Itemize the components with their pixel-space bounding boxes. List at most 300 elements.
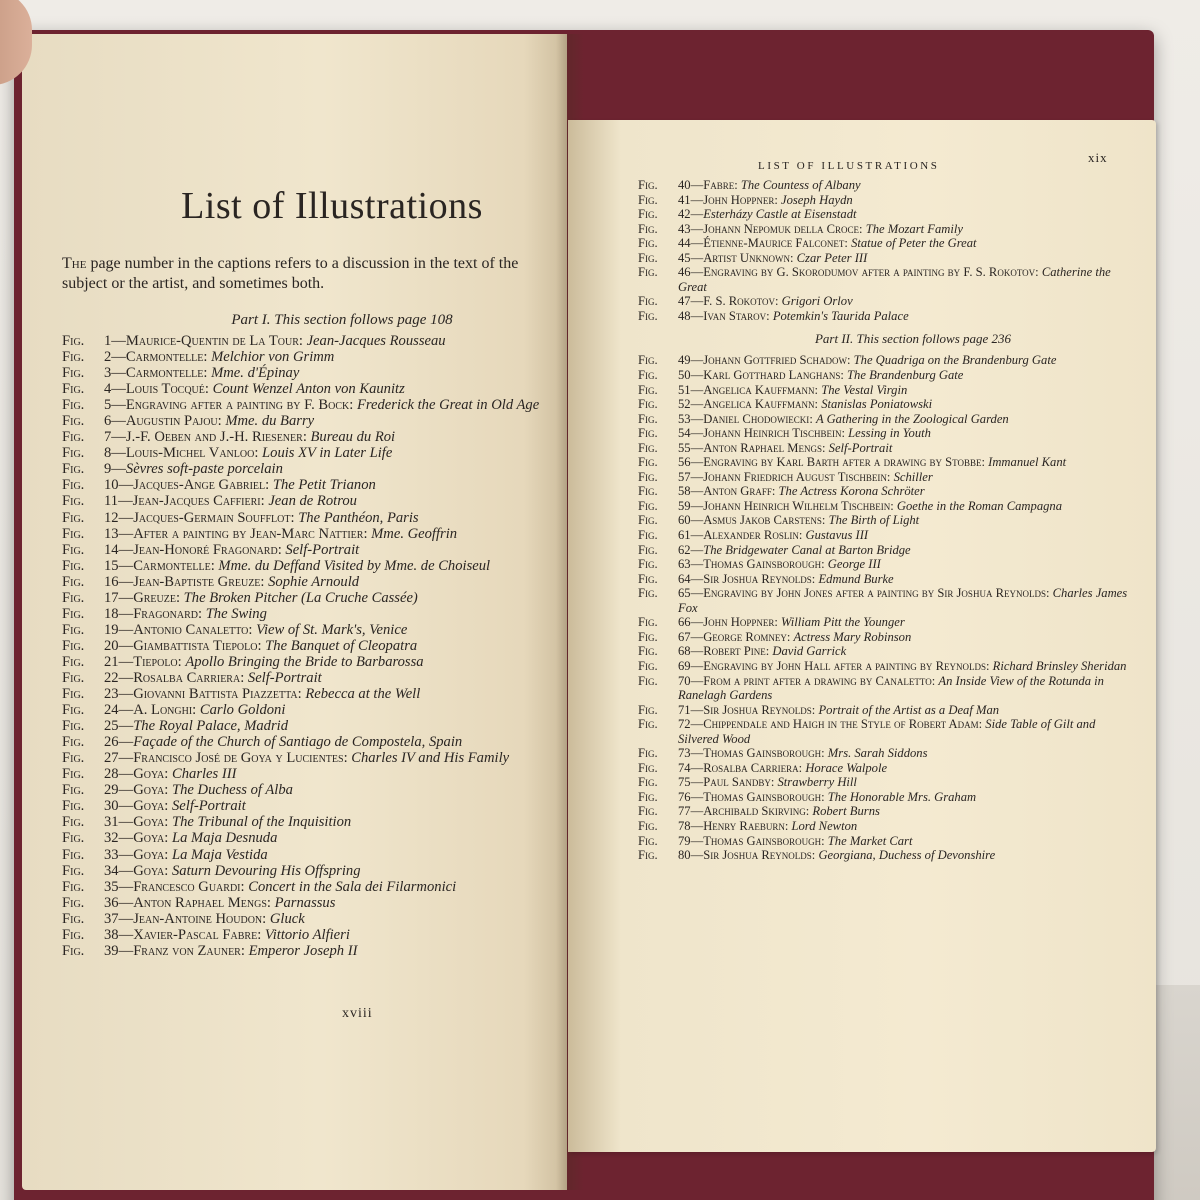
figure-artist: Johann Heinrich Wilhelm Tischbein — [703, 498, 891, 513]
figure-entry — [638, 528, 1128, 543]
figure-entry — [62, 413, 562, 429]
figure-caption: 20—Giambattista Tiepolo: The Banquet of Cleopatra — [104, 637, 418, 654]
figure-work-title: The Actress Korona Schröter — [778, 484, 925, 499]
figure-number: 28 — [104, 766, 119, 783]
figure-label: Fig. — [62, 461, 85, 478]
figure-work-title: Robert Burns — [812, 804, 880, 819]
figure-caption: 40—Fabre: The Countess of Albany — [678, 178, 861, 192]
figure-label: Fig. — [638, 746, 658, 761]
figure-caption: 71—Sir Joshua Reynolds: Portrait of the Artist as a Deaf Man — [678, 702, 1000, 717]
figure-artist: Goya — [133, 846, 165, 863]
figure-number: 66 — [678, 615, 691, 630]
figure-entry — [62, 558, 562, 574]
figure-label: Fig. — [638, 833, 658, 848]
figure-entry — [638, 543, 1128, 558]
figure-entry — [62, 702, 562, 718]
figure-label: Fig. — [638, 615, 658, 630]
figure-label: Fig. — [62, 702, 85, 719]
figure-work-title: Saturn Devouring His Offspring — [172, 862, 361, 879]
figure-work-title: Mme. Geoffrin — [371, 525, 458, 542]
figure-label: Fig. — [62, 557, 85, 574]
figure-entry — [62, 830, 562, 846]
figure-artist: Sir Joshua Reynolds — [703, 571, 812, 586]
figure-label: Fig. — [638, 207, 658, 222]
figure-artist: Jean-Baptiste Greuze — [133, 573, 261, 590]
figure-caption: 17—Greuze: The Broken Pitcher (La Cruche Cassée) — [104, 589, 418, 606]
figure-label: Fig. — [62, 782, 85, 799]
figure-number: 54 — [678, 426, 691, 441]
figure-entry — [62, 493, 562, 509]
running-head: LIST OF ILLUSTRATIONS — [758, 160, 940, 172]
figure-work-title: The Panthéon, Paris — [298, 509, 419, 526]
page-number-left: xviii — [342, 1006, 373, 1021]
figure-entry — [62, 782, 562, 798]
figure-caption: 60—Asmus Jakob Carstens: The Birth of Light — [678, 513, 920, 528]
figure-artist: Anton Graff — [703, 484, 772, 499]
figure-caption: 23—Giovanni Battista Piazzetta: Rebecca at the Well — [104, 686, 421, 703]
figure-label: Fig. — [638, 308, 658, 323]
figure-number: 13 — [104, 525, 119, 542]
intro-lead: The — [62, 255, 87, 272]
figure-artist: Jacques-Ange Gabriel — [133, 477, 266, 494]
figure-work-title: The Royal Palace, Madrid — [133, 718, 289, 735]
figure-entry — [638, 674, 1128, 703]
figure-entry — [62, 349, 562, 365]
figure-artist: Anton Raphael Mengs — [703, 440, 823, 455]
figure-label: Fig. — [62, 830, 85, 847]
figure-number: 45 — [678, 250, 691, 265]
figure-caption: 66—John Hoppner: William Pitt the Younger — [678, 615, 905, 630]
figure-label: Fig. — [62, 333, 85, 349]
figure-entry — [638, 470, 1128, 485]
figure-number: 33 — [104, 846, 119, 863]
figure-entry — [638, 207, 1128, 222]
figure-work-title: Sophie Arnould — [268, 573, 360, 590]
figure-work-title: Self-Portrait — [285, 541, 360, 558]
figure-number: 19 — [104, 621, 119, 638]
figure-label: Fig. — [638, 542, 658, 557]
figure-entry — [62, 445, 562, 461]
figure-number: 43 — [678, 221, 691, 236]
figure-entry — [62, 606, 562, 622]
figure-label: Fig. — [638, 557, 658, 572]
figure-entry — [62, 670, 562, 686]
left-page-content — [62, 144, 562, 959]
figure-label: Fig. — [62, 445, 85, 462]
figure-label: Fig. — [62, 381, 85, 398]
figure-label: Fig. — [638, 411, 658, 426]
figure-label: Fig. — [62, 477, 85, 494]
figure-artist: Louis-Michel Vanloo — [125, 445, 255, 462]
figure-artist: Jacques-Germain Soufflot — [133, 509, 291, 526]
figure-artist: Goya — [133, 782, 165, 799]
figure-number: 58 — [678, 484, 691, 499]
figure-artist: Thomas Gainsborough — [703, 557, 822, 572]
figure-label: Fig. — [638, 702, 658, 717]
figure-work-title: The Mozart Family — [865, 221, 963, 236]
figure-entry — [638, 848, 1128, 863]
figure-work-title: Czar Peter III — [796, 250, 868, 265]
figure-label: Fig. — [62, 686, 85, 703]
figure-entry — [638, 644, 1128, 659]
figure-label: Fig. — [638, 717, 658, 732]
figure-work-title: Lord Newton — [791, 818, 858, 833]
figure-work-title: Mme. du Deffand Visited by Mme. de Choiseul — [218, 557, 491, 574]
figure-artist: Rosalba Carriera — [703, 760, 799, 775]
figure-number: 41 — [678, 192, 691, 207]
figure-caption: 31—Goya: The Tribunal of the Inquisition — [104, 814, 352, 831]
figure-number: 1 — [104, 333, 112, 349]
figure-artist: Engraving by G. Skorodumov after a painting by F. S. Rokotov — [703, 265, 1036, 280]
figure-work-title: Strawberry Hill — [777, 775, 857, 790]
figure-number: 78 — [678, 818, 691, 833]
figure-artist: A. Longhi — [133, 702, 193, 719]
figure-work-title: Apollo Bringing the Bride to Barbarossa — [185, 653, 424, 670]
part-two-heading: Part II. This section follows page 236 — [814, 331, 1012, 347]
figure-caption: 50—Karl Gotthard Langhans: The Brandenburg Gate — [678, 368, 964, 383]
figure-artist: Daniel Chodowiecki — [703, 411, 810, 426]
figure-work-title: Gluck — [269, 910, 305, 927]
figure-work-title: Jean-Jacques Rousseau — [306, 333, 446, 349]
figure-artist: From a print after a drawing by Canaletto — [703, 673, 932, 688]
figure-label: Fig. — [638, 571, 658, 586]
figure-artist: Antonio Canaletto — [133, 621, 249, 638]
figure-number: 22 — [104, 669, 119, 686]
figure-work-title: William Pitt the Younger — [781, 615, 905, 630]
figure-entry — [62, 542, 562, 558]
figure-number: 62 — [678, 542, 691, 557]
figure-number: 49 — [678, 353, 691, 368]
figure-entry — [638, 441, 1128, 456]
figure-work-title: The Tribunal of the Inquisition — [172, 814, 352, 831]
figure-work-title: Immanuel Kant — [988, 455, 1067, 470]
figure-work-title: Jean de Rotrou — [268, 493, 357, 510]
figure-artist: Engraving after a painting by F. Bock — [125, 397, 350, 414]
figure-work-title: The Quadriga on the Brandenburg Gate — [853, 353, 1057, 368]
figure-number: 18 — [104, 605, 119, 622]
figure-label: Fig. — [62, 525, 85, 542]
figure-caption: 36—Anton Raphael Mengs: Parnassus — [104, 894, 336, 911]
figure-label: Fig. — [62, 798, 85, 815]
figure-entry — [62, 638, 562, 654]
figure-artist: Angelica Kauffmann — [703, 382, 815, 397]
figure-number: 76 — [678, 789, 691, 804]
figure-work-title: Side Table of Gilt and Silvered Wood — [678, 717, 1096, 746]
figure-caption: 49—Johann Gottfried Schadow: The Quadriga on the Brandenburg Gate — [678, 353, 1057, 368]
figure-caption: 28—Goya: Charles III — [104, 766, 237, 783]
figure-artist: Thomas Gainsborough — [703, 833, 822, 848]
intro-paragraph — [62, 254, 562, 294]
figure-caption: 25—The Royal Palace, Madrid — [104, 718, 289, 735]
figure-caption: 52—Angelica Kauffmann: Stanislas Poniatowski — [678, 397, 933, 412]
figure-work-title: Portrait of the Artist as a Deaf Man — [818, 702, 1000, 717]
figure-list-part-one — [62, 333, 562, 959]
figure-label: Fig. — [638, 644, 658, 659]
figure-artist: Augustin Pajou — [125, 413, 218, 430]
figure-label: Fig. — [62, 814, 85, 831]
figure-caption: 77—Archibald Skirving: Robert Burns — [678, 804, 880, 819]
left-page — [22, 34, 567, 1190]
figure-entry — [638, 834, 1128, 849]
figure-caption: 2—Carmontelle: Melchior von Grimm — [104, 349, 335, 366]
figure-number: 30 — [104, 798, 119, 815]
figure-caption: 21—Tiepolo: Apollo Bringing the Bride to Barbarossa — [104, 653, 424, 670]
figure-entry — [638, 819, 1128, 834]
figure-entry — [638, 703, 1128, 718]
figure-artist: J.-F. Oeben and J.-H. Riesener — [125, 429, 303, 446]
figure-entry — [638, 309, 1128, 324]
figure-caption: 8—Louis-Michel Vanloo: Louis XV in Later Life — [104, 445, 393, 462]
figure-work-title: Frederick the Great in Old Age — [356, 397, 540, 414]
figure-caption: 53—Daniel Chodowiecki: A Gathering in the Zoological Garden — [678, 411, 1009, 426]
figure-artist: Asmus Jakob Carstens — [703, 513, 822, 528]
figure-caption: 69—Engraving by John Hall after a painting by Reynolds: Richard Brinsley Sheridan — [678, 658, 1127, 673]
figure-label: Fig. — [62, 349, 85, 366]
figure-entry — [638, 572, 1128, 587]
figure-label: Fig. — [62, 429, 85, 446]
figure-caption: 62—The Bridgewater Canal at Barton Bridge — [678, 542, 911, 557]
figure-entry — [638, 775, 1128, 790]
figure-work-title: The Bridgewater Canal at Barton Bridge — [703, 542, 911, 557]
figure-caption: 24—A. Longhi: Carlo Goldoni — [104, 702, 286, 719]
figure-label: Fig. — [638, 673, 658, 688]
figure-entry — [638, 193, 1128, 208]
figure-artist: Paul Sandby — [703, 775, 771, 790]
figure-artist: Francisco José de Goya y Lucientes — [133, 750, 344, 767]
figure-artist: Engraving by Karl Barth after a drawing by Stobbe — [703, 455, 982, 470]
figure-label: Fig. — [62, 493, 85, 510]
figure-artist: Chippendale and Haigh in the Style of Robert Adam — [703, 717, 979, 732]
figure-entry — [62, 943, 562, 959]
figure-caption: 38—Xavier-Pascal Fabre: Vittorio Alfieri — [104, 926, 350, 943]
figure-artist: George Romney — [703, 629, 787, 644]
figure-caption: 35—Francesco Guardi: Concert in the Sala dei Filarmonici — [104, 878, 457, 895]
figure-artist: Tiepolo — [133, 653, 178, 670]
figure-entry — [638, 790, 1128, 805]
figure-entry — [62, 895, 562, 911]
figure-caption: 64—Sir Joshua Reynolds: Edmund Burke — [678, 571, 894, 586]
figure-work-title: La Maja Desnuda — [172, 830, 278, 847]
figure-entry — [62, 526, 562, 542]
figure-work-title: Actress Mary Robinson — [793, 629, 912, 644]
figure-number: 71 — [678, 702, 691, 717]
figure-work-title: Charles James Fox — [678, 586, 1128, 615]
figure-label: Fig. — [638, 804, 658, 819]
figure-artist: Goya — [133, 766, 165, 783]
figure-number: 44 — [678, 236, 691, 251]
figure-entry — [638, 178, 1128, 193]
figure-number: 56 — [678, 455, 691, 470]
figure-number: 20 — [104, 637, 119, 654]
figure-work-title: Rebecca at the Well — [305, 686, 421, 703]
figure-number: 72 — [678, 717, 691, 732]
figure-caption: 30—Goya: Self-Portrait — [104, 798, 246, 815]
figure-label: Fig. — [638, 775, 658, 790]
figure-number: 46 — [678, 265, 691, 280]
figure-label: Fig. — [62, 750, 85, 767]
figure-entry — [638, 368, 1128, 383]
figure-number: 21 — [104, 653, 119, 670]
figure-entry — [638, 804, 1128, 819]
figure-label: Fig. — [638, 440, 658, 455]
figure-work-title: Carlo Goldoni — [199, 702, 286, 719]
figure-artist: Thomas Gainsborough — [703, 789, 822, 804]
figure-work-title: Parnassus — [274, 894, 336, 911]
figure-caption: 15—Carmontelle: Mme. du Deffand Visited by Mme. de Choiseul — [104, 557, 491, 574]
figure-number: 36 — [104, 894, 119, 911]
figure-label: Fig. — [638, 498, 658, 513]
figure-caption: 55—Anton Raphael Mengs: Self-Portrait — [678, 440, 893, 455]
figure-work-title: Edmund Burke — [818, 571, 894, 586]
figure-label: Fig. — [638, 789, 658, 804]
figure-label: Fig. — [638, 586, 658, 601]
figure-label: Fig. — [62, 910, 85, 927]
figure-label: Fig. — [638, 760, 658, 775]
figure-number: 48 — [678, 308, 691, 323]
figure-caption: 12—Jacques-Germain Soufflot: The Panthéon, Paris — [104, 509, 419, 526]
figure-caption: 18—Fragonard: The Swing — [104, 605, 267, 622]
figure-work-title: Joseph Haydn — [781, 192, 853, 207]
figure-entry — [638, 615, 1128, 630]
figure-entry — [62, 863, 562, 879]
figure-artist: Fragonard — [133, 605, 198, 622]
figure-label: Fig. — [638, 236, 658, 251]
figure-caption: 3—Carmontelle: Mme. d'Épinay — [104, 365, 300, 382]
figure-entry — [62, 429, 562, 445]
figure-artist: Jean-Antoine Houdon — [133, 910, 263, 927]
figure-label: Fig. — [62, 589, 85, 606]
figure-number: 11 — [104, 493, 119, 510]
figure-label: Fig. — [62, 878, 85, 895]
figure-label: Fig. — [62, 653, 85, 670]
figure-entry — [62, 766, 562, 782]
figure-artist: Henry Raeburn — [703, 818, 785, 833]
figure-label: Fig. — [638, 455, 658, 470]
figure-number: 75 — [678, 775, 691, 790]
figure-entry — [638, 659, 1128, 674]
figure-label: Fig. — [638, 353, 658, 368]
figure-caption: 75—Paul Sandby: Strawberry Hill — [678, 775, 857, 790]
figure-label: Fig. — [638, 513, 658, 528]
figure-caption: 14—Jean-Honoré Fragonard: Self-Portrait — [104, 541, 360, 558]
figure-list-part-one-continued — [638, 178, 1128, 323]
figure-entry — [62, 654, 562, 670]
figure-number: 3 — [104, 365, 112, 382]
figure-work-title: Count Wenzel Anton von Kaunitz — [212, 381, 405, 398]
figure-label: Fig. — [638, 368, 658, 383]
figure-caption: 16—Jean-Baptiste Greuze: Sophie Arnould — [104, 573, 360, 590]
figure-work-title: Melchior von Grimm — [211, 349, 335, 366]
figure-artist: Carmontelle — [125, 365, 204, 382]
figure-artist: Goya — [133, 798, 165, 815]
figure-number: 29 — [104, 782, 119, 799]
figure-work-title: A Gathering in the Zoological Garden — [815, 411, 1009, 426]
figure-caption: 33—Goya: La Maja Vestida — [104, 846, 268, 863]
figure-label: Fig. — [638, 382, 658, 397]
figure-work-title: Catherine the Great — [678, 265, 1111, 294]
figure-entry — [638, 717, 1128, 746]
figure-artist: Goya — [133, 830, 165, 847]
figure-work-title: The Birth of Light — [828, 513, 920, 528]
figure-caption: 51—Angelica Kauffmann: The Vestal Virgin — [678, 382, 908, 397]
figure-label: Fig. — [62, 637, 85, 654]
figure-work-title: La Maja Vestida — [172, 846, 268, 863]
figure-caption: 56—Engraving by Karl Barth after a drawing by Stobbe: Immanuel Kant — [678, 455, 1067, 470]
figure-artist: Greuze — [133, 589, 176, 606]
figure-entry — [62, 333, 562, 349]
intro-text: page number in the captions refers to a discussion in the text of the subject or the artist, and sometimes both. — [62, 255, 519, 292]
figure-caption: 39—Franz von Zauner: Emperor Joseph II — [104, 942, 358, 959]
figure-number: 25 — [104, 718, 119, 735]
figure-entry — [62, 365, 562, 381]
figure-artist: Franz von Zauner — [133, 942, 241, 959]
figure-caption: 54—Johann Heinrich Tischbein: Lessing in Youth — [678, 426, 931, 441]
figure-label: Fig. — [638, 397, 658, 412]
figure-number: 39 — [104, 942, 119, 959]
figure-entry — [62, 911, 562, 927]
figure-caption: 4—Louis Tocqué: Count Wenzel Anton von Kaunitz — [104, 381, 405, 398]
figure-work-title: Vittorio Alfieri — [264, 926, 350, 943]
part-one-heading: Part I. This section follows page 108 — [231, 312, 453, 328]
figure-work-title: Façade of the Church of Santiago de Compostela, Spain — [133, 734, 463, 751]
figure-number: 2 — [104, 349, 112, 366]
figure-number: 37 — [104, 910, 119, 927]
figure-number: 9 — [104, 461, 112, 478]
figure-caption: 63—Thomas Gainsborough: George III — [678, 557, 881, 572]
figure-entry — [638, 746, 1128, 761]
figure-label: Fig. — [638, 192, 658, 207]
figure-entry — [638, 353, 1128, 368]
figure-entry — [638, 586, 1128, 615]
figure-entry — [62, 927, 562, 943]
figure-number: 16 — [104, 573, 119, 590]
figure-entry — [638, 294, 1128, 309]
figure-entry — [62, 847, 562, 863]
figure-caption: 74—Rosalba Carriera: Horace Walpole — [678, 760, 888, 775]
figure-work-title: Mme. d'Épinay — [211, 365, 300, 382]
figure-entry — [638, 513, 1128, 528]
figure-work-title: View of St. Mark's, Venice — [256, 621, 408, 638]
figure-entry — [62, 879, 562, 895]
figure-number: 47 — [678, 294, 691, 309]
figure-number: 74 — [678, 760, 691, 775]
figure-work-title: The Market Cart — [827, 833, 913, 848]
figure-entry — [638, 761, 1128, 776]
figure-work-title: Grigori Orlov — [781, 294, 853, 309]
figure-label: Fig. — [638, 629, 658, 644]
figure-entry — [638, 397, 1128, 412]
figure-work-title: Stanislas Poniatowski — [821, 397, 933, 412]
figure-entry — [62, 798, 562, 814]
figure-caption: 47—F. S. Rokotov: Grigori Orlov — [678, 294, 853, 309]
figure-caption: 6—Augustin Pajou: Mme. du Barry — [104, 413, 315, 430]
figure-number: 53 — [678, 411, 691, 426]
figure-entry — [62, 510, 562, 526]
figure-number: 4 — [104, 381, 112, 398]
figure-artist: Maurice-Quentin de La Tour — [125, 333, 299, 349]
figure-label: Fig. — [62, 365, 85, 382]
figure-work-title: Mme. du Barry — [225, 413, 315, 430]
figure-entry — [62, 814, 562, 830]
figure-caption: 13—After a painting by Jean-Marc Nattier: Mme. Geoffrin — [104, 525, 458, 542]
figure-number: 26 — [104, 734, 119, 751]
figure-work-title: Georgiana, Duchess of Devonshire — [818, 848, 996, 863]
figure-work-title: Potemkin's Taurida Palace — [772, 308, 909, 323]
figure-list-part-two — [638, 353, 1128, 862]
figure-label: Fig. — [62, 397, 85, 414]
figure-entry — [638, 557, 1128, 572]
figure-entry — [638, 484, 1128, 499]
